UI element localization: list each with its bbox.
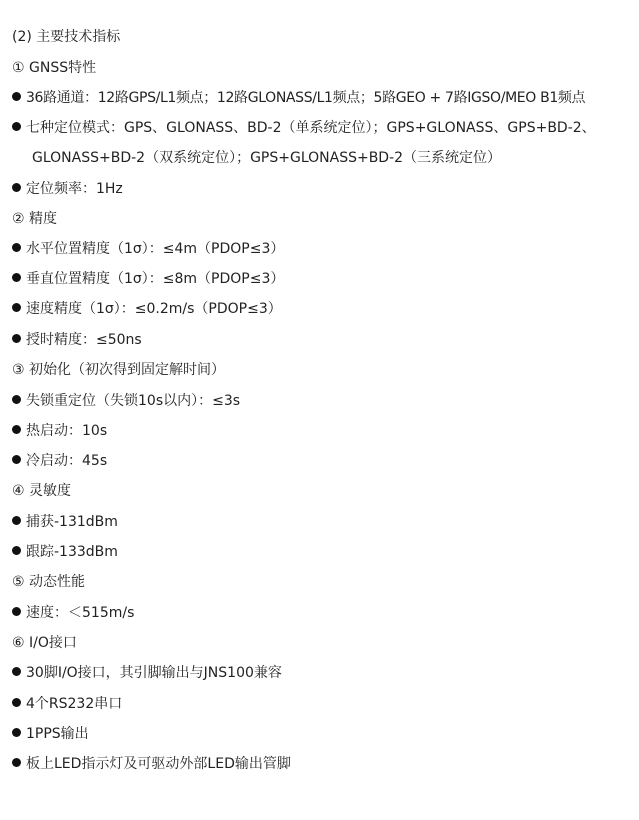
- heading-accuracy: ② 精度: [12, 211, 58, 227]
- heading-initialization: ③ 初始化（初次得到固定解时间）: [12, 362, 226, 378]
- list-item-text: 速度：＜515m/s: [26, 605, 135, 621]
- heading-dynamics: ⑤ 动态性能: [12, 574, 86, 590]
- list-item: [12, 328, 142, 352]
- list-item: [12, 752, 291, 776]
- bullet-icon: [12, 183, 21, 192]
- list-item-text: 水平位置精度（1σ）：≤4m（PDOP≤3）: [26, 241, 285, 257]
- list-item: [12, 86, 585, 110]
- list-item: [12, 237, 284, 261]
- bullet-icon: [12, 758, 21, 767]
- list-item-text: 跟踪-133dBm: [26, 544, 118, 560]
- heading-io-interface: ⑥ I/O接口: [12, 635, 77, 651]
- list-item: [12, 419, 107, 443]
- list-item: [12, 267, 284, 291]
- list-item: [12, 449, 107, 473]
- list-item-text: 授时精度：≤50ns: [26, 332, 142, 348]
- bullet-icon: [12, 395, 21, 404]
- list-item: [12, 722, 89, 746]
- list-item: [12, 297, 282, 321]
- heading-sensitivity: ④ 灵敏度: [12, 483, 72, 499]
- heading-gnss: ① GNSS特性: [12, 60, 97, 76]
- bullet-icon: [12, 667, 21, 676]
- bullet-icon: [12, 516, 21, 525]
- bullet-icon: [12, 728, 21, 737]
- list-item-text: 失锁重定位（失锁10s以内）：≤3s: [26, 393, 241, 409]
- list-item-text: 七种定位模式：GPS、GLONASS、BD-2（单系统定位）；GPS+GLONASS、GPS+BD-2、: [26, 120, 596, 136]
- bullet-icon: [12, 546, 21, 555]
- bullet-icon: [12, 455, 21, 464]
- list-item: [12, 116, 596, 140]
- list-item: [12, 540, 118, 564]
- bullet-icon: [12, 122, 21, 131]
- list-item: [12, 661, 282, 685]
- section-title: (2) 主要技术指标: [12, 29, 121, 45]
- list-item-text: 定位频率：1Hz: [26, 181, 123, 197]
- bullet-icon: [12, 698, 21, 707]
- list-item: [12, 692, 122, 716]
- list-item: [12, 601, 134, 625]
- list-item-continuation: GLONASS+BD-2（双系统定位）；GPS+GLONASS+BD-2（三系统定位）: [32, 150, 502, 166]
- bullet-icon: [12, 425, 21, 434]
- list-item-text: 4个RS232串口: [26, 696, 123, 712]
- bullet-icon: [12, 334, 21, 343]
- list-item-text: 36路通道：12路GPS/L1频点；12路GLONASS/L1频点；5路GEO + 7路IGSO/MEO B1频点: [26, 90, 586, 106]
- list-item-text: 热启动：10s: [26, 423, 108, 439]
- list-item-text: 30脚I/O接口，其引脚输出与JNS100兼容: [26, 665, 282, 681]
- list-item-text: 垂直位置精度（1σ）：≤8m（PDOP≤3）: [26, 271, 285, 287]
- list-item: [12, 510, 118, 534]
- list-item-text: 1PPS输出: [26, 726, 89, 742]
- list-item: [12, 177, 123, 201]
- bullet-icon: [12, 92, 21, 101]
- bullet-icon: [12, 303, 21, 312]
- bullet-icon: [12, 273, 21, 282]
- bullet-icon: [12, 243, 21, 252]
- bullet-icon: [12, 607, 21, 616]
- list-item-text: 速度精度（1σ）：≤0.2m/s（PDOP≤3）: [26, 301, 282, 317]
- list-item-text: 捕获-131dBm: [26, 514, 118, 530]
- list-item-text: 板上LED指示灯及可驱动外部LED输出管脚: [26, 756, 291, 772]
- list-item: [12, 389, 240, 413]
- list-item-text: 冷启动：45s: [26, 453, 108, 469]
